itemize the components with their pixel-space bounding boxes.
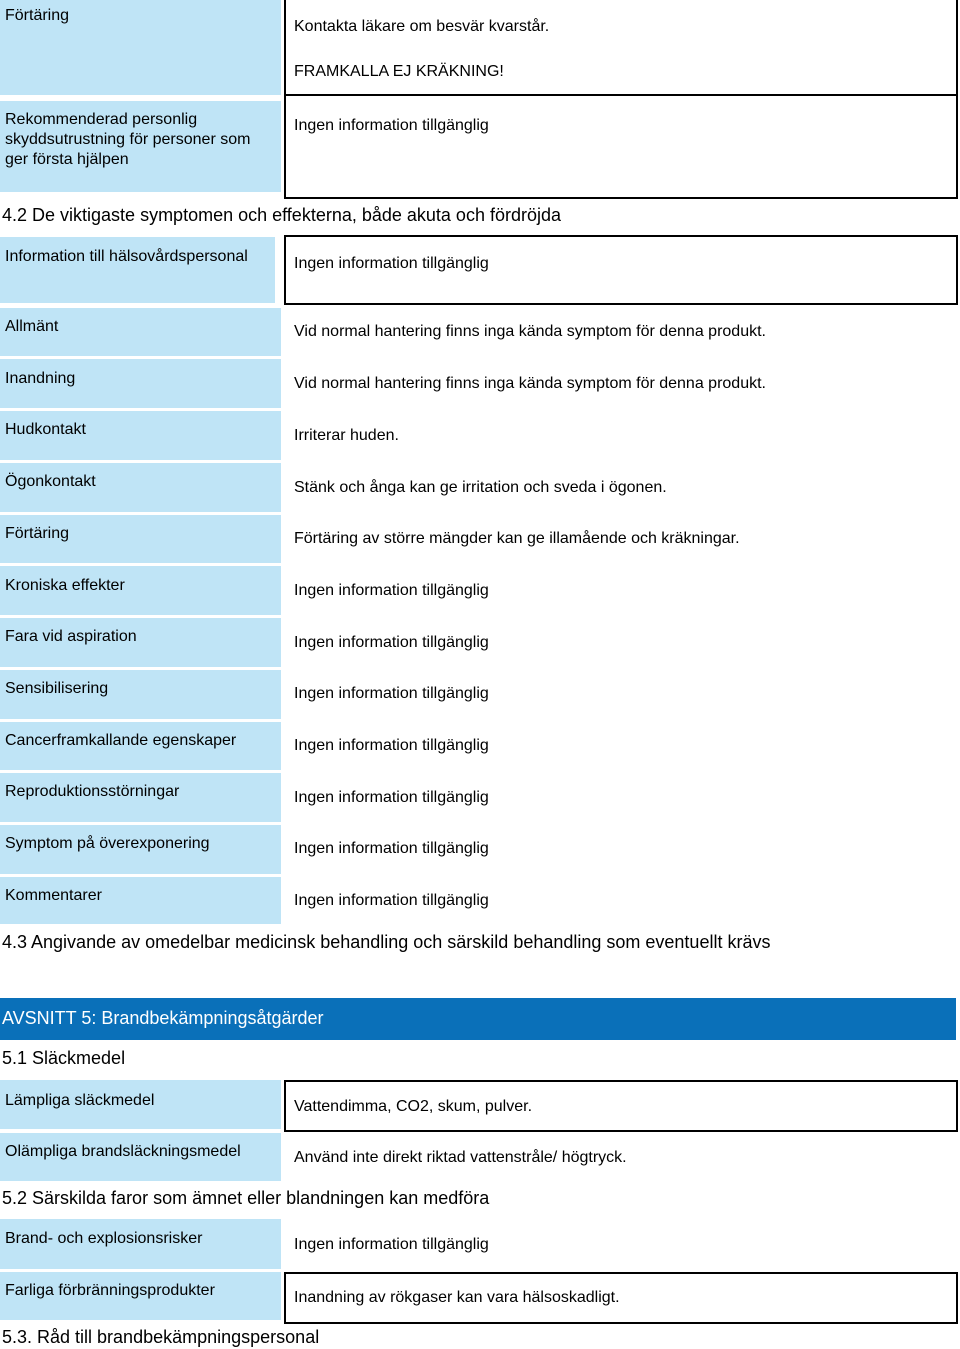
row-value-comments: Ingen information tillgänglig (294, 892, 489, 909)
row-value-general: Vid normal hantering finns inga kända symptom för denna produkt. (294, 323, 766, 340)
row-value-combustion-products: Inandning av rökgaser kan vara hälsoskadligt. (284, 1272, 958, 1324)
section-heading-4-3: 4.3 Angivande av omedelbar medicinsk behandling och särskild behandling som eventuellt krävs (2, 932, 771, 952)
row-label-sensitisation: Sensibilisering (0, 670, 281, 719)
row-value-reproductive: Ingen information tillgänglig (294, 789, 489, 806)
row-label-suitable-extinguishing: Lämpliga släckmedel (0, 1080, 281, 1129)
row-value-info-healthcare: Ingen information tillgänglig (284, 235, 958, 305)
row-label-info-healthcare: Information till hälsovårdspersonal (0, 237, 275, 303)
section-heading-5-2: 5.2 Särskilda faror som ämnet eller blandningen kan medföra (2, 1188, 490, 1208)
section-heading-5-1: 5.1 Släckmedel (2, 1048, 126, 1068)
row-value-inhalation: Vid normal hantering finns inga kända symptom för denna produkt. (294, 375, 766, 392)
row-value-sensitisation: Ingen information tillgänglig (294, 685, 489, 702)
value-line-2: FRAMKALLA EJ KRÄKNING! (294, 63, 504, 80)
row-label-ingestion: Förtäring (0, 515, 281, 563)
row-label-reproductive: Reproduktionsstörningar (0, 773, 281, 822)
row-value-fortaring-top (284, 0, 958, 96)
row-label-inhalation: Inandning (0, 359, 281, 408)
row-label-eye-contact: Ögonkontakt (0, 463, 281, 512)
section-banner-5: AVSNITT 5: Brandbekämpningsåtgärder (0, 998, 956, 1040)
row-value-unsuitable-extinguishing: Använd inte direkt riktad vattenstråle/ högtryck. (294, 1149, 627, 1166)
section-heading-5-3: 5.3. Råd till brandbekämpningspersonal (2, 1327, 320, 1347)
row-value-eye-contact: Stänk och ånga kan ge irritation och sveda i ögonen. (294, 479, 667, 496)
row-label-carcinogenic: Cancerframkallande egenskaper (0, 722, 281, 770)
row-label-unsuitable-extinguishing: Olämpliga brandsläckningsmedel (0, 1133, 281, 1181)
row-value-suitable-extinguishing: Vattendimma, CO2, skum, pulver. (284, 1080, 958, 1132)
row-value-carcinogenic: Ingen information tillgänglig (294, 737, 489, 754)
row-value-ppe-first-aid: Ingen information tillgänglig (284, 94, 958, 199)
row-label-fire-explosion-risks: Brand- och explosionsrisker (0, 1219, 281, 1269)
row-label-skin-contact: Hudkontakt (0, 411, 281, 460)
row-label-combustion-products: Farliga förbränningsprodukter (0, 1272, 281, 1320)
row-label-general: Allmänt (0, 308, 281, 356)
row-value-ingestion: Förtäring av större mängder kan ge illamående och kräkningar. (294, 530, 740, 547)
row-value-chronic-effects: Ingen information tillgänglig (294, 582, 489, 599)
row-label-overexposure-symptoms: Symptom på överexponering (0, 825, 281, 874)
row-label-aspiration-hazard: Fara vid aspiration (0, 618, 281, 667)
row-value-skin-contact: Irriterar huden. (294, 427, 399, 444)
row-value-aspiration-hazard: Ingen information tillgänglig (294, 634, 489, 651)
row-value-fire-explosion-risks: Ingen information tillgänglig (294, 1236, 489, 1253)
row-label-comments: Kommentarer (0, 877, 281, 924)
row-label-fortaring-top: Förtäring (0, 0, 281, 95)
value-line-1: Kontakta läkare om besvär kvarstår. (294, 18, 550, 35)
row-label-ppe-first-aid: Rekommenderad personlig skyddsutrustning för personer som ger första hjälpen (0, 101, 281, 192)
row-value-overexposure-symptoms: Ingen information tillgänglig (294, 840, 489, 857)
row-label-chronic-effects: Kroniska effekter (0, 566, 281, 615)
section-heading-4-2: 4.2 De viktigaste symptomen och effekterna, både akuta och fördröjda (2, 205, 561, 225)
